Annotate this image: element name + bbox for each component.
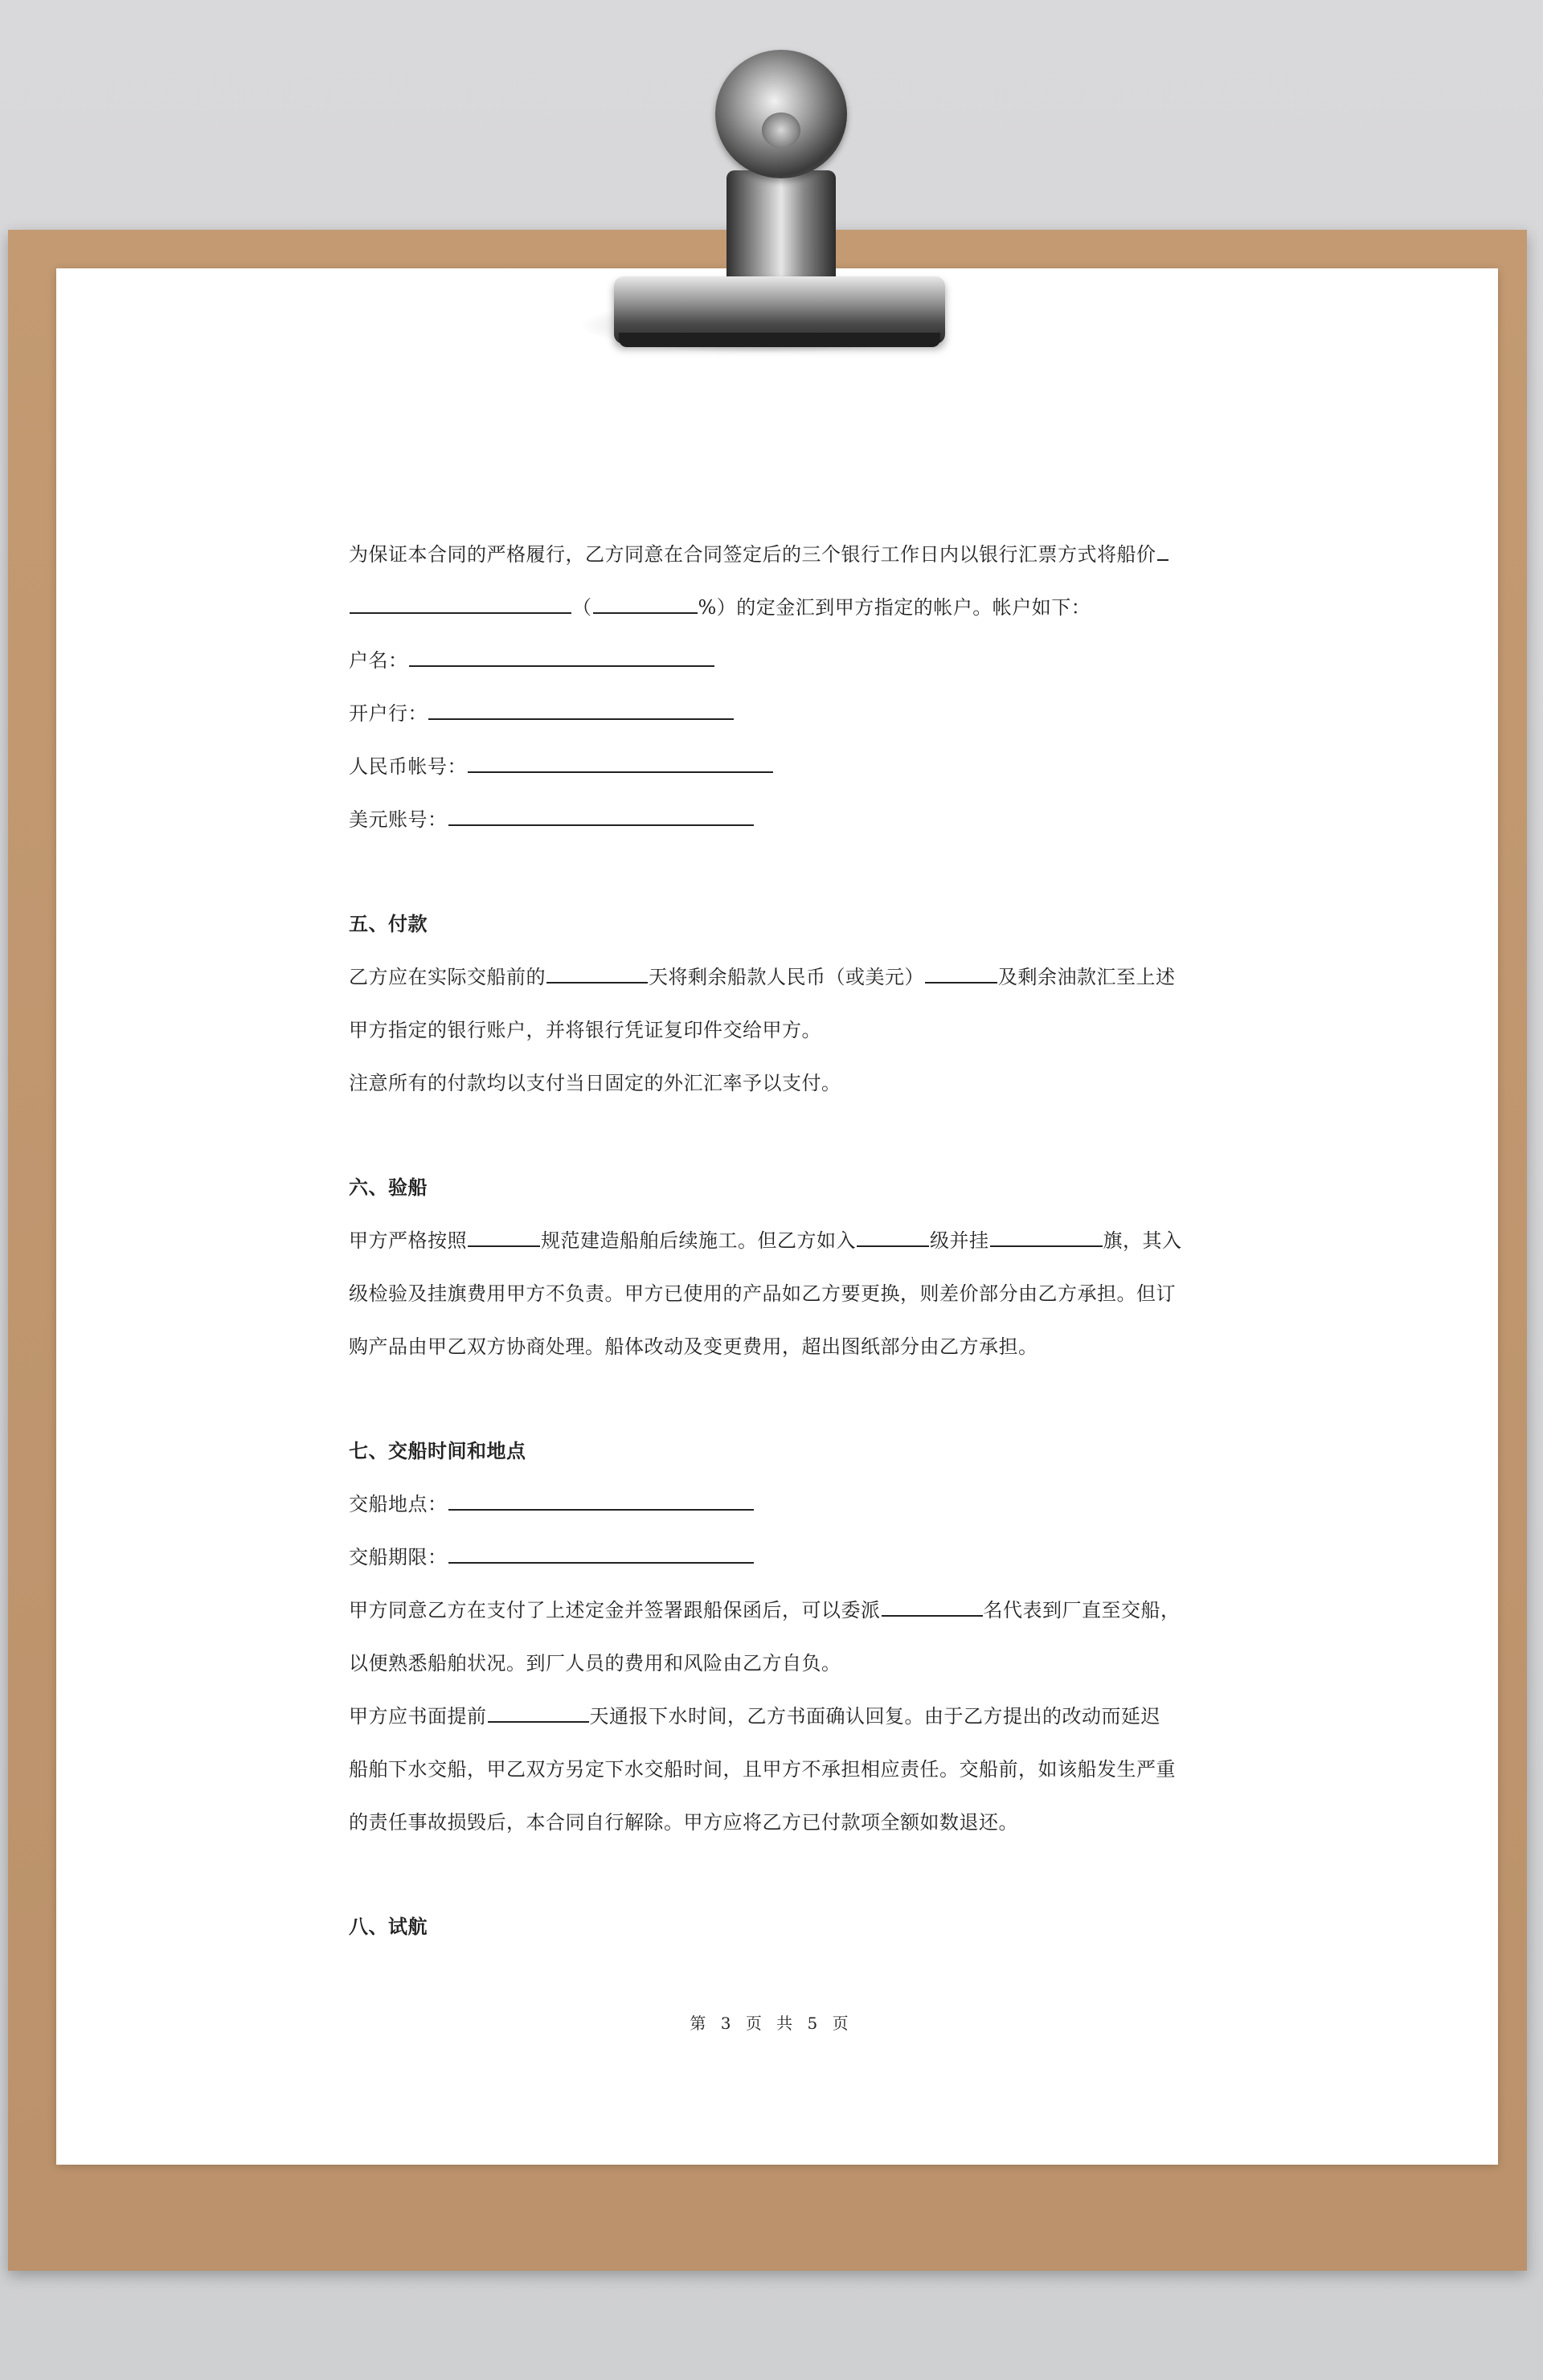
section-7-p2-line-3: 的责任事故损毁后，本合同自行解除。甲方应将乙方已付款项全额如数退还。: [349, 1811, 1018, 1834]
s5-text-a: 乙方应在实际交船前的: [349, 966, 546, 988]
deposit-amount-blank: [350, 593, 571, 614]
launch-notice-days-blank: [488, 1702, 589, 1723]
section-6-line-3: 购产品由甲乙双方协商处理。船体改动及变更费用，超出图纸部分由乙方承担。: [349, 1335, 1038, 1358]
usd-account-row: [349, 804, 1194, 836]
s7-p2-text-b: 天通报下水时间，乙方书面确认回复。由于乙方提出的改动而延迟: [589, 1705, 1160, 1728]
delivery-term-row: [349, 1541, 1194, 1573]
s6-text-b: 规范建造船舶后续施工。但乙方如入: [541, 1229, 856, 1252]
section-5-line-1: [349, 961, 1194, 993]
s6-text-c: 级并挂: [930, 1229, 989, 1252]
delivery-term-label: 交船期限：: [349, 1546, 448, 1568]
delivery-place-row: [349, 1488, 1194, 1520]
section-5-line-2: 甲方指定的银行账户，并将银行凭证复印件交给甲方。: [349, 1019, 821, 1041]
price-blank-start: [1157, 540, 1169, 561]
rmb-account-row: [349, 750, 1194, 783]
delivery-place-label: 交船地点：: [349, 1493, 448, 1515]
section-5-line-3: 注意所有的付款均以支付当日固定的外汇汇率予以支付。: [349, 1072, 841, 1094]
s7-p1-text-a: 甲方同意乙方在支付了上述定金并签署跟船保函后，可以委派: [349, 1599, 881, 1621]
section-6-heading: 六、验船: [349, 1176, 428, 1199]
days-before-blank: [546, 963, 648, 983]
s7-p2-text-a: 甲方应书面提前: [349, 1705, 487, 1728]
account-name-blank: [409, 646, 714, 667]
binder-clip-edge: [619, 333, 940, 347]
standard-blank: [468, 1226, 540, 1247]
section-7-p1-line-1: [349, 1594, 1194, 1626]
guarantee-text-1: 为保证本合同的严格履行，乙方同意在合同签定后的三个银行工作日内以银行汇票方式将船价: [349, 543, 1156, 566]
binder-clip-hole: [762, 112, 800, 148]
guarantee-text-2: %）的定金汇到甲方指定的帐户。帐户如下：: [698, 596, 1091, 619]
deposit-percent-blank: [593, 593, 698, 614]
representatives-blank: [882, 1596, 983, 1617]
page-number: 第 3 页 共 5 页: [690, 2014, 853, 2033]
usd-account-label: 美元账号：: [349, 808, 448, 831]
bank-label: 开户行：: [349, 702, 428, 725]
s5-text-b: 天将剩余船款人民币（或美元）: [649, 966, 924, 988]
account-name-label: 户名：: [349, 649, 408, 672]
bank-blank: [428, 699, 734, 720]
guarantee-line-2: [349, 591, 1194, 624]
section-7-p1-line-2: 以便熟悉船舶状况。到厂人员的费用和风险由乙方自负。: [349, 1652, 841, 1675]
section-7-heading: 七、交船时间和地点: [349, 1439, 526, 1462]
s6-text-a: 甲方严格按照: [349, 1229, 467, 1252]
section-6-line-2: 级检验及挂旗费用甲方不负责。甲方已使用的产品如乙方要更换，则差价部分由乙方承担。但订: [349, 1282, 1176, 1305]
section-5-heading: 五、付款: [349, 912, 428, 935]
rmb-account-label: 人民币帐号：: [349, 755, 467, 778]
s6-text-d: 旗，其入: [1103, 1229, 1182, 1252]
bank-row: [349, 697, 1194, 730]
section-7-p2-line-1: [349, 1700, 1194, 1732]
class-blank: [857, 1226, 929, 1247]
binder-clip-neck: [726, 170, 836, 291]
usd-account-blank: [448, 805, 754, 826]
account-name-row: [349, 644, 1194, 677]
delivery-place-blank: [448, 1490, 754, 1511]
rmb-account-blank: [468, 752, 773, 773]
guarantee-line-1: [349, 538, 1194, 570]
s5-text-c: 及剩余油款汇至上述: [998, 966, 1176, 988]
s7-p1-text-b: 名代表到厂直至交船，: [983, 1599, 1181, 1621]
remaining-amount-blank: [925, 963, 997, 983]
flag-blank: [990, 1226, 1103, 1247]
section-7-p2-line-2: 船舶下水交船，甲乙双方另定下水交船时间，且甲方不承担相应责任。交船前，如该船发生严重: [349, 1758, 1176, 1781]
paren-open: （: [572, 596, 592, 619]
delivery-term-blank: [448, 1543, 754, 1564]
section-8-heading: 八、试航: [349, 1915, 428, 1938]
section-6-line-1: [349, 1225, 1194, 1257]
